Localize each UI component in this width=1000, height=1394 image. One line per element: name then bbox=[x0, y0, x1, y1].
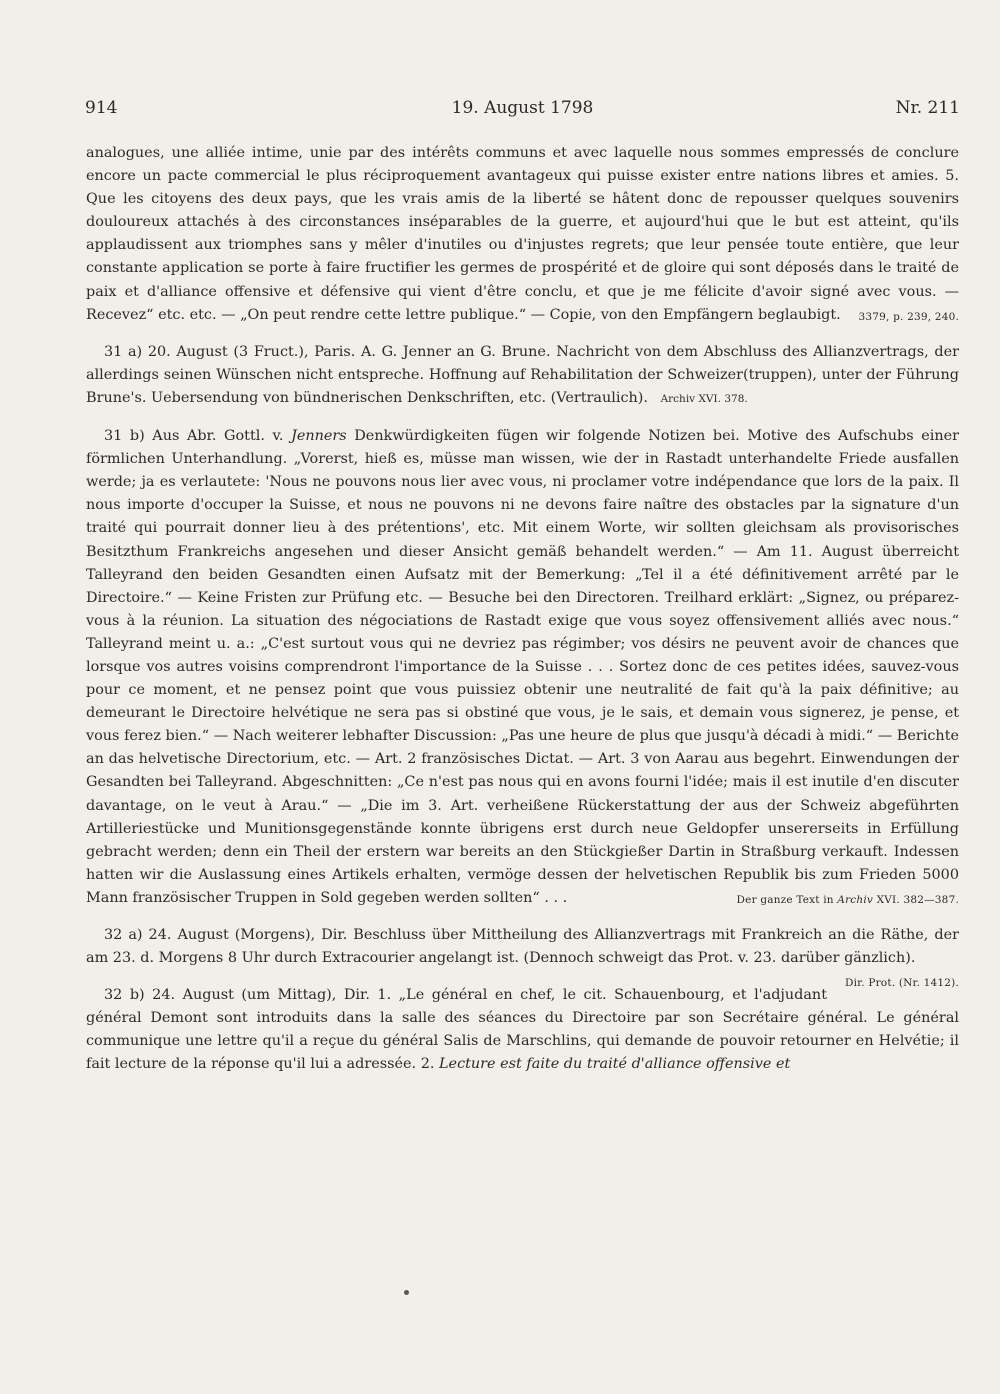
paragraph-continuation bbox=[86, 142, 959, 327]
citation: Archiv XVI. 378. bbox=[660, 392, 748, 405]
entry-text: 32 a) 24. August (Morgens), Dir. Beschluss über Mittheilung des Allianzvertrags mit Frankreich an die Räthe, der am 23. d. Morgens 8 Uhr durch Extracourier angelangt ist. (Dennoch schweigt das Prot. v. 23. darüber gänzlich). bbox=[86, 927, 959, 967]
ink-speck bbox=[404, 1290, 409, 1295]
entry-32b bbox=[86, 984, 959, 1076]
entry-intro-italic: Jenners bbox=[291, 428, 347, 445]
entry-31a bbox=[86, 341, 959, 411]
page-body bbox=[86, 142, 959, 1077]
entry-intro: 31 b) Aus Abr. Gottl. v. bbox=[104, 428, 292, 445]
citation-prefix: Der ganze Text in bbox=[736, 893, 838, 906]
page-header bbox=[85, 98, 960, 128]
header-entry-number: Nr. 211 bbox=[895, 98, 960, 118]
entry-italic-text: Lecture est faite du traité d'alliance offensive et bbox=[439, 1056, 791, 1073]
entry-32a bbox=[86, 924, 959, 990]
citation bbox=[719, 889, 959, 912]
entry-text: Denkwürdigkeiten fügen wir folgende Notizen bei. Motive des Aufschubs einer förmlichen Unterhandlung. „Vorerst, hieß es, müsse man wissen, wie der in Rastadt unterhandelte Friede ausfallen werde; ja es verlautete: 'Nous ne pouvons nous lier avec vous, ni proclamer votre indépendance que lors de la paix. Il nous importe d'occuper la Suisse, et nous ne pouvons ni ne devons faire naître des obstacles par la signature d'un traité qui pourrait donner lieu à des prétentions', etc. Mit einem Worte, wir sollten gleichsam als provisorisches Besitzthum Frankreichs angesehen und dieser Ansicht gemäß behandelt werden.“ — Am 11. August überreicht Talleyrand den beiden Gesandten einen Aufsatz mit der Bemerkung: „Tel il a été définitivement arrêté par le Directoire.“ — Keine Fristen zur Prüfung etc. — Besuche bei den Directoren. Treilhard erklärt: „Signez, ou préparez-vous à la réunion. La situation des négociations de Rastadt exige que vous soyez offensivement alliés avec nous.“ Talleyrand meint u. a.: „C'est surtout vous qui ne devriez pas régimber; vos désirs ne peuvent avoir de chances que lorsque vos autres voisins comprendront l'importance de la Suisse . . . Sortez donc de ces petites idées, sauvez-vous pour ce moment, et ne pensez point que vous puissiez obtenir une neutralité de fait qu'à la paix définitive; au demeurant le Directoire helvétique ne sera pas si obstiné que vous, je le sais, et demain vous signerez, je pense, et vous ferez bien.“ — Nach weiterer lebhafter Discussion: „Pas une heure de plus que jusqu'à décadi à midi.“ — Berichte an das helvetische Directorium, etc. — Art. 2 französisches Dictat. — Art. 3 von Aarau aus begehrt. Einwendungen der Gesandten bei Talleyrand. Abgeschnitten: „Ce n'est pas nous qui en avons fourni l'idée; mais il est inutile d'en discuter davantage, on le veut à Arau.“ — „Die im 3. Art. verheißene Rückerstattung der aus der Schweiz abgeführten Artilleriestücke und Munitionsgegenstände konnte übrigens erst durch neue Geldopfer unsererseits in Erfüllung gebracht werden; denn ein Theil der erstern war bereits an den Stückgießer Dartin in Straßburg verkauft. Indessen hatten wir die Auslassung eines Artikels erhalten, vermöge dessen der helvetischen Republik bis zum Frieden 5000 Mann französischer Truppen in Sold gegeben werden sollten“ . . . bbox=[86, 428, 959, 906]
header-date: 19. August 1798 bbox=[451, 98, 594, 118]
citation: Dir. Prot. (Nr. 1412). bbox=[845, 977, 959, 990]
citation: 3379, p. 239, 240. bbox=[858, 310, 959, 323]
entry-text: 32 b) 24. August (um Mittag), Dir. 1. „Le général en chef, le cit. Schauenbourg, et l'adjudant général Demont sont introduits dans la salle des séances du Directoire par son Secrétaire général. Le général communique une lettre qu'il a reçue du général Salis de Marschlins, qui demande de pouvoir retourner en Helvétie; il fait lecture de la réponse qu'il lui a adressée. 2. bbox=[86, 987, 959, 1073]
page-number: 914 bbox=[85, 98, 118, 118]
entry-text: 31 a) 20. August (3 Fruct.), Paris. A. G. Jenner an G. Brune. Nachricht von dem Abschluss des Allianzvertrags, der allerdings seinen Wünschen nicht entspreche. Hoffnung auf Rehabilitation der Schweizer(truppen), unter der Führung Brune's. Uebersendung von bündnerischen Denkschriften, etc. (Vertraulich). bbox=[86, 343, 959, 406]
paragraph-text: analogues, une alliée intime, unie par des intérêts communs et avec laquelle nous sommes empressés de conclure encore un pacte commercial le plus réciproquement avantageux qui puisse exister entre nations libres et amies. 5. Que les citoyens des deux pays, que les vrais amis de la liberté se hâtent donc de repousser quelques souvenirs douloureux attachés à des circonstances inséparables de la guerre, et aujourd'hui que le but est atteint, qu'ils applaudissent aux triomphes sans y mêler d'inutiles ou d'injustes regrets; que leur pensée toute entière, que leur constante application se porte à faire fructifier les germes de prospérité et de gloire qui sont déposés dans le traité de paix et d'alliance offensive et défensive qui vient d'être conclu, et que je me félicite d'avoir signé avec vous. — Recevez“ etc. etc. — „On peut rendre cette lettre publique.“ — Copie, von den Empfängern beglaubigt. bbox=[86, 145, 959, 323]
citation-italic: Archiv bbox=[837, 893, 874, 906]
entry-31b bbox=[86, 425, 959, 910]
citation-suffix: XVI. 382—387. bbox=[873, 893, 959, 906]
